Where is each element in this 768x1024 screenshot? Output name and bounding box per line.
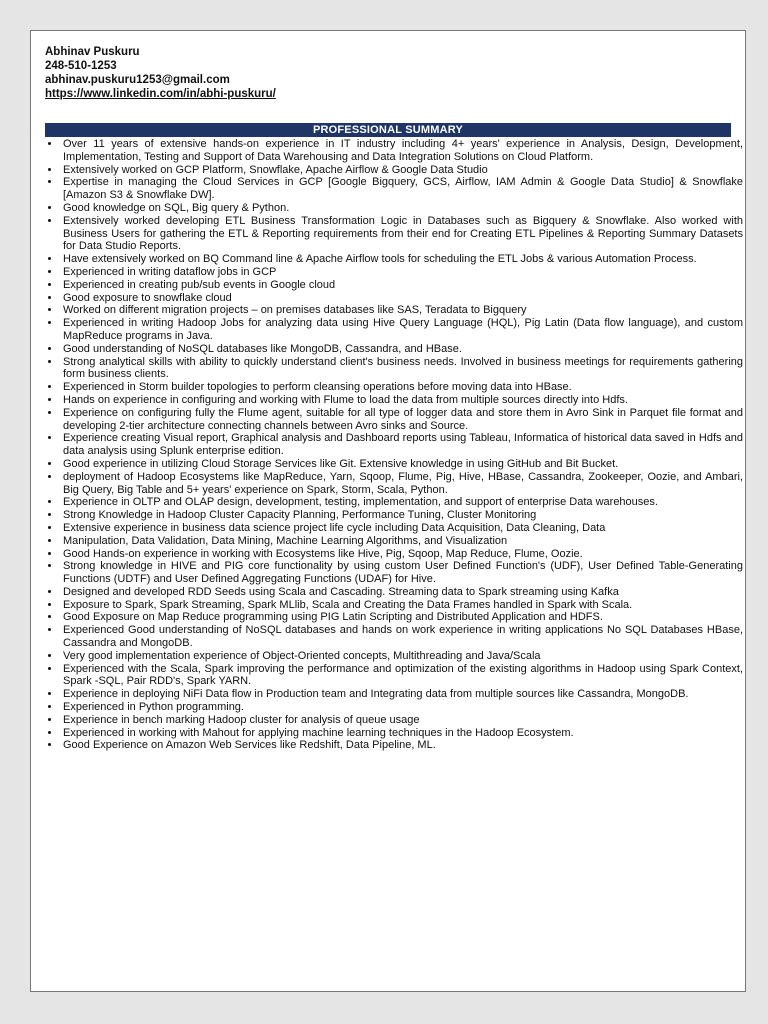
summary-list-item: • Experience on configuring fully the Flume agent, suitable for all type of logger data and store them in Avro Sink in Parquet file format and developing 2-tier architecture connecting channels between Avro sinks and Source. xyxy=(61,407,743,433)
summary-list-item: • Designed and developed RDD Seeds using Scala and Cascading. Streaming data to Spark streaming using Kafka xyxy=(61,586,743,599)
summary-list-item: • Experienced in writing Hadoop Jobs for analyzing data using Hive Query Language (HQL), Pig Latin (Data flow language), and custom MapReduce programs in Java. xyxy=(61,317,743,343)
summary-list-item: • Strong analytical skills with ability to quickly understand client's business needs. Involved in business meetings for requirements gathering form business clients. xyxy=(61,356,743,382)
contact-header xyxy=(45,45,276,101)
summary-list-item: • Experience in deploying NiFi Data flow in Production team and Integrating data from multiple sources like Cassandra, MongoDB. xyxy=(61,688,743,701)
summary-list-item: • Exposure to Spark, Spark Streaming, Spark MLlib, Scala and Creating the Data Frames handled in Spark with Scala. xyxy=(61,599,743,612)
summary-list-item: • Good Hands-on experience in working with Ecosystems like Hive, Pig, Sqoop, Map Reduce, Flume, Oozie. xyxy=(61,548,743,561)
summary-list xyxy=(41,138,743,752)
summary-list-item: • Hands on experience in configuring and working with Flume to load the data from multiple sources directly into Hdfs. xyxy=(61,394,743,407)
summary-list-item: • Strong knowledge in HIVE and PIG core functionality by using custom User Defined Function's (UDF), User Defined Table-Generating Functions (UDTF) and User Defined Aggregating Functions (UDAF) for Hive. xyxy=(61,560,743,586)
email-address: abhinav.puskuru1253@gmail.com xyxy=(45,74,230,86)
candidate-name: Abhinav Puskuru xyxy=(45,46,140,58)
summary-list-item: • Extensively worked on GCP Platform, Snowflake, Apache Airflow & Google Data Studio xyxy=(61,164,743,177)
summary-list-item: • Good exposure to snowflake cloud xyxy=(61,292,743,305)
summary-list-item: • Experienced in Storm builder topologies to perform cleansing operations before moving data into HBase. xyxy=(61,381,743,394)
summary-list-item: • Experience in bench marking Hadoop cluster for analysis of queue usage xyxy=(61,714,743,727)
summary-list-item: • Experienced in writing dataflow jobs in GCP xyxy=(61,266,743,279)
summary-list-item: • Expertise in managing the Cloud Services in GCP [Google Bigquery, GCS, Airflow, IAM Admin & Google Data Studio] & Snowflake [Amazon S3 & Snowflake DW]. xyxy=(61,176,743,202)
summary-list-item: • Experienced in working with Mahout for applying machine learning techniques in the Hadoop Ecosystem. xyxy=(61,727,743,740)
summary-list-item: • Experienced in Python programming. xyxy=(61,701,743,714)
phone-number: 248-510-1253 xyxy=(45,60,117,72)
summary-list-item: • Over 11 years of extensive hands-on experience in IT industry including 4+ years' experience in Analysis, Design, Development, Implementation, Testing and Support of Data Warehousing and Data Integration Solutions on Cloud Platform. xyxy=(61,138,743,164)
summary-list-item: • Have extensively worked on BQ Command line & Apache Airflow tools for scheduling the ETL Jobs & various Automation Process. xyxy=(61,253,743,266)
summary-list-item: • Good experience in utilizing Cloud Storage Services like Git. Extensive knowledge in using GitHub and Bit Bucket. xyxy=(61,458,743,471)
section-title-professional-summary: PROFESSIONAL SUMMARY xyxy=(45,123,731,137)
summary-list-item: • Experience creating Visual report, Graphical analysis and Dashboard reports using Tableau, Informatica of historical data saved in Hdfs and data analysis using Splunk enterprise edition. xyxy=(61,432,743,458)
summary-list-item: • Experienced in creating pub/sub events in Google cloud xyxy=(61,279,743,292)
resume-page xyxy=(30,30,746,992)
summary-list-item: • Extensive experience in business data science project life cycle including Data Acquisition, Data Cleaning, Data xyxy=(61,522,743,535)
summary-list-item: • Good knowledge on SQL, Big query & Python. xyxy=(61,202,743,215)
linkedin-link[interactable]: https://www.linkedin.com/in/abhi-puskuru/ xyxy=(45,88,276,100)
summary-list-item: • Extensively worked developing ETL Business Transformation Logic in Databases such as Bigquery & Snowflake. Also worked with Business Users for gathering the ETL & Reporting requirements from their end for Creating ETL Pipelines & Reporting Summary Datasets for Data Studio Reports. xyxy=(61,215,743,253)
summary-list-item: • deployment of Hadoop Ecosystems like MapReduce, Yarn, Sqoop, Flume, Pig, Hive, HBase, Cassandra, Zookeeper, Oozie, and Ambari, Big Query, Big Table and 5+ years' experience on Spark, Storm, Scala, Python. xyxy=(61,471,743,497)
summary-list-item: • Manipulation, Data Validation, Data Mining, Machine Learning Algorithms, and Visualization xyxy=(61,535,743,548)
summary-list-item: • Good Exposure on Map Reduce programming using PIG Latin Scripting and Distributed Application and HDFS. xyxy=(61,611,743,624)
summary-list-item: • Good Experience on Amazon Web Services like Redshift, Data Pipeline, ML. xyxy=(61,739,743,752)
summary-list-item: • Experience in OLTP and OLAP design, development, testing, implementation, and support of enterprise Data warehouses. xyxy=(61,496,743,509)
summary-list-item: • Very good implementation experience of Object-Oriented concepts, Multithreading and Java/Scala xyxy=(61,650,743,663)
summary-list-item: • Experienced Good understanding of NoSQL databases and hands on work experience in writing applications No SQL Databases HBase, Cassandra and MongoDB. xyxy=(61,624,743,650)
summary-list-item: • Experienced with the Scala, Spark improving the performance and optimization of the existing algorithms in Hadoop using Spark Context, Spark -SQL, Pair RDD's, Spark YARN. xyxy=(61,663,743,689)
summary-list-item: • Strong Knowledge in Hadoop Cluster Capacity Planning, Performance Tuning, Cluster Monitoring xyxy=(61,509,743,522)
summary-list-item: • Good understanding of NoSQL databases like MongoDB, Cassandra, and HBase. xyxy=(61,343,743,356)
summary-list-item: • Worked on different migration projects – on premises databases like SAS, Teradata to Bigquery xyxy=(61,304,743,317)
